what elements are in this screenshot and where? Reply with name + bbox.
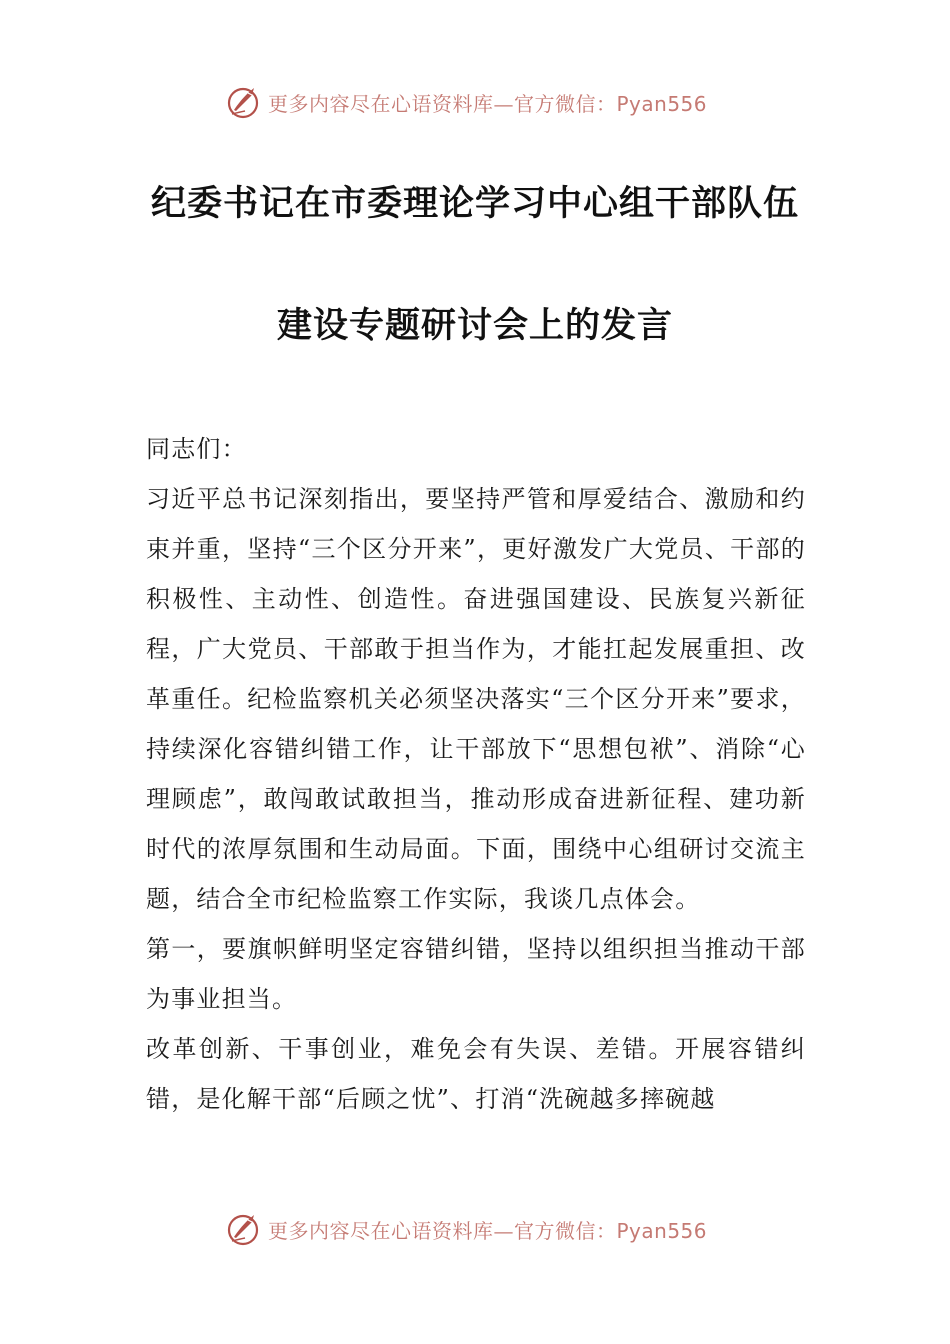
body-paragraph: 改革创新、干事创业，难免会有失误、差错。开展容错纠错，是化解干部“后顾之忧”、打消“洗碗越多摔碗越 (146, 1035, 806, 1113)
document-title-line-1: 纪委书记在市委理论学习中心组干部队伍 (150, 184, 799, 224)
document-title-line-2: 建设专题研讨会上的发言 (276, 306, 673, 346)
document-body (146, 424, 806, 1124)
body-paragraph: 习近平总书记深刻指出，要坚持严管和厚爱结合、激励和约束并重，坚持“三个区分开来”，更好激发广大党员、干部的积极性、主动性、创造性。奋进强国建设、民族复兴新征程，广大党员、干部敢于担当作为，才能扛起发展重担、改革重任。纪检监察机关必须坚决落实“三个区分开来”要求，持续深化容错纠错工作，让干部放下“思想包袱”、消除“心理顾虑”，敢闯敢试敢担当，推动形成奋进新征程、建功新时代的浓厚氛围和生动局面。下面，围绕中心组研讨交流主题，结合全市纪检监察工作实际，我谈几点体会。 (146, 485, 806, 913)
header-banner (226, 82, 746, 122)
banner-text: 更多内容尽在心语资料库—官方微信：Pyan556 (268, 1218, 708, 1243)
body-paragraph: 第一，要旗帜鲜明坚定容错纠错，坚持以组织担当推动干部为事业担当。 (146, 935, 806, 1013)
banner-text: 更多内容尽在心语资料库—官方微信：Pyan556 (268, 91, 708, 116)
salutation: 同志们： (146, 435, 247, 463)
footer-banner (226, 1209, 746, 1249)
pen-nib-logo-icon (226, 84, 262, 120)
pen-nib-logo-icon (226, 1211, 262, 1247)
